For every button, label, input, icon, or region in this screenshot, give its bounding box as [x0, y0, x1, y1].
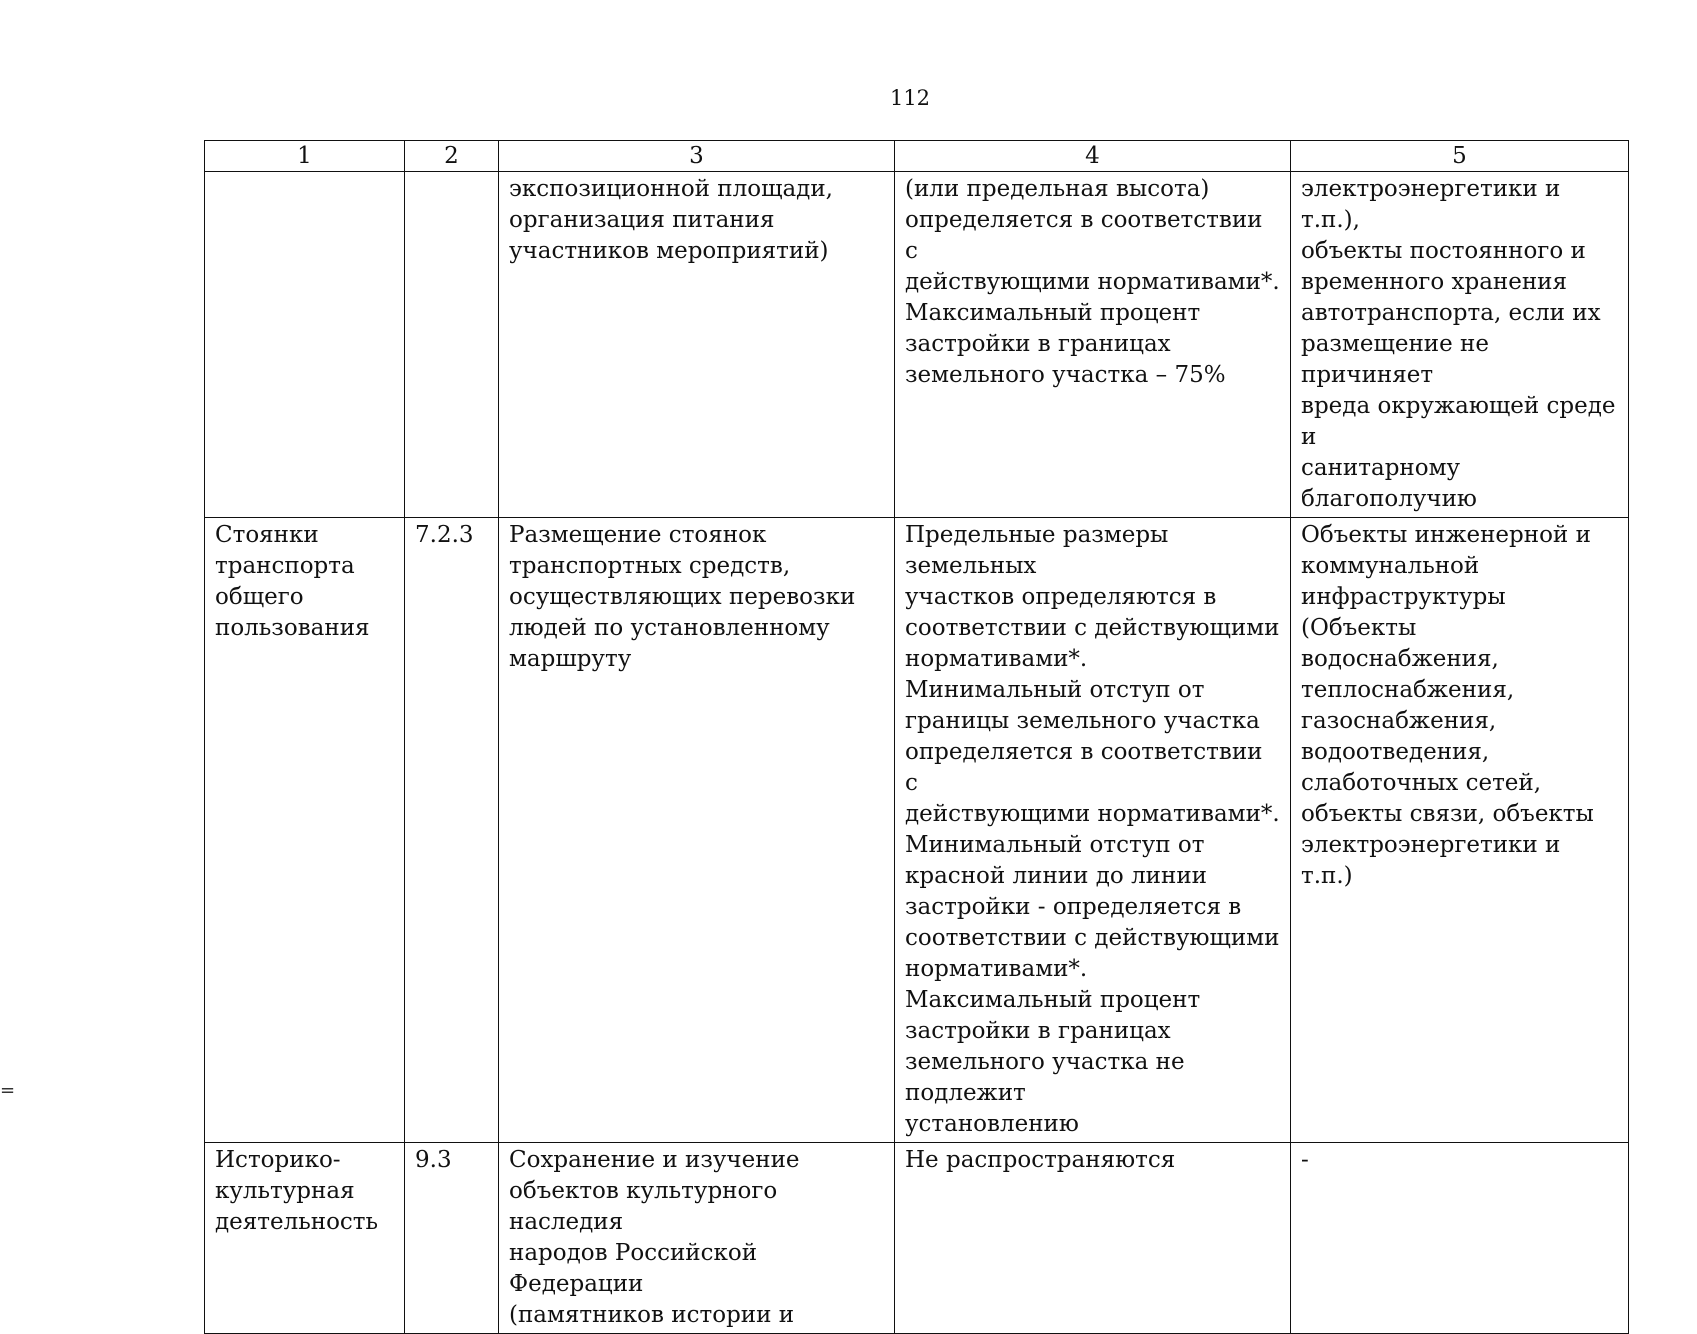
cell-parameters	[895, 518, 1291, 1143]
cell-text: экспозиционной площади, организация питания участников мероприятий)	[509, 176, 833, 264]
cell-text: -	[1301, 1147, 1309, 1173]
cell-text: Предельные размеры земельных участков определяются в соответствии с действующими нормативами*. Минимальный отступ от границы земельного участка определяется в соответствии с действующими нормативами*. Минимальный отступ от красной линии до линии застройки - определяется в соответствии с действующими нормативами*. Максимальный процент застройки в границах земельного участка не подлежит установлению	[905, 522, 1280, 1137]
table-header-row	[205, 141, 1629, 172]
cell-code	[405, 1143, 499, 1334]
cell-auxiliary-uses	[1291, 1143, 1629, 1334]
table-header	[205, 141, 1629, 172]
cell-text: электроэнергетики и т.п.), объекты постоянного и временного хранения автотранспорта, если их размещение не причиняет вреда окружающей среде и санитарному благополучию	[1301, 176, 1616, 512]
cell-land-use-type	[205, 1143, 405, 1334]
page-number: 112	[889, 86, 931, 110]
cell-auxiliary-uses	[1291, 518, 1629, 1143]
cell-text: Историко- культурная деятельность	[215, 1147, 379, 1235]
land-use-regulations-table	[204, 140, 1629, 1334]
column-number-3: 3	[499, 141, 895, 172]
cell-text: Не распространяются	[905, 1147, 1176, 1173]
table-row	[205, 518, 1629, 1143]
cell-auxiliary-uses	[1291, 172, 1629, 518]
table-row	[205, 172, 1629, 518]
table-body	[205, 172, 1629, 1334]
column-number-2: 2	[405, 141, 499, 172]
cell-text: 9.3	[415, 1147, 452, 1173]
cell-code	[405, 518, 499, 1143]
cell-code	[405, 172, 499, 518]
column-number-4: 4	[895, 141, 1291, 172]
cell-parameters	[895, 172, 1291, 518]
cell-description	[499, 518, 895, 1143]
cell-land-use-type	[205, 518, 405, 1143]
cell-text: Стоянки транспорта общего пользования	[215, 522, 370, 641]
cell-parameters	[895, 1143, 1291, 1334]
column-number-1: 1	[205, 141, 405, 172]
cell-description	[499, 1143, 895, 1334]
cell-text: Сохранение и изучение объектов культурного наследия народов Российской Федерации (памятников истории и	[509, 1147, 800, 1328]
table-row	[205, 1143, 1629, 1334]
cell-land-use-type	[205, 172, 405, 518]
cell-text: (или предельная высота) определяется в соответствии с действующими нормативами*. Максимальный процент застройки в границах земельного участка – 75%	[905, 176, 1280, 388]
cell-text: Размещение стоянок транспортных средств, осуществляющих перевозки людей по установленному маршруту	[509, 522, 856, 672]
cell-text: Объекты инженерной и коммунальной инфраструктуры (Объекты водоснабжения, теплоснабжения, газоснабжения, водоотведения, слаботочных сетей, объекты связи, объекты электроэнергетики и т.п.)	[1301, 522, 1594, 889]
margin-mark: =	[0, 1080, 16, 1101]
cell-description	[499, 172, 895, 518]
column-number-5: 5	[1291, 141, 1629, 172]
cell-text: 7.2.3	[415, 522, 474, 548]
